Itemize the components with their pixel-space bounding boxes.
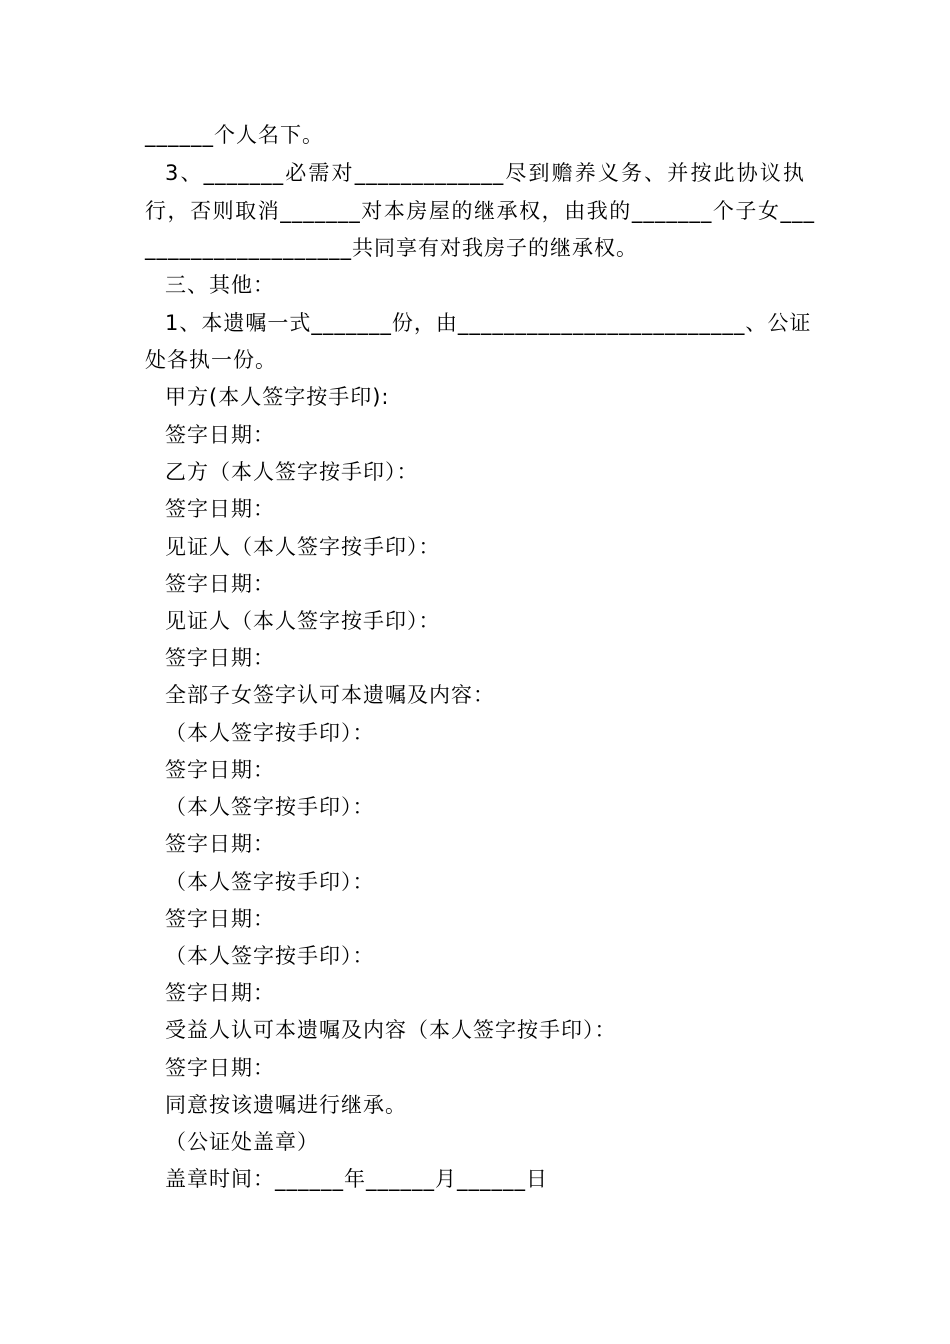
signature-date: 签字日期： xyxy=(165,423,275,447)
text-line: 1、本遗嘱一式_______份，由_________________________、公证 xyxy=(165,311,812,335)
signature-date: 签字日期： xyxy=(165,758,275,782)
text-line: （公证处盖章） xyxy=(165,1130,319,1154)
signature-line: （本人签字按手印）： xyxy=(165,870,375,894)
text-line: __________________共同享有对我房子的继承权。 xyxy=(145,236,638,260)
signature-date: 签字日期： xyxy=(165,981,275,1005)
signature-date: 签字日期： xyxy=(165,1056,275,1080)
signature-line: 见证人（本人签字按手印）： xyxy=(165,609,441,633)
signature-line: 乙方（本人签字按手印）： xyxy=(165,460,419,484)
signature-date: 签字日期： xyxy=(165,572,275,596)
text-line: 处各执一份。 xyxy=(145,348,277,372)
text-line: 全部子女签字认可本遗嘱及内容： xyxy=(165,683,495,707)
signature-date: 签字日期： xyxy=(165,907,275,931)
text-line: ______个人名下。 xyxy=(145,123,324,147)
signature-date: 签字日期： xyxy=(165,832,275,856)
signature-line: 受益人认可本遗嘱及内容（本人签字按手印）： xyxy=(165,1018,617,1042)
signature-date: 签字日期： xyxy=(165,497,275,521)
signature-line: 甲方(本人签字按手印): xyxy=(165,385,390,409)
signature-line: （本人签字按手印）： xyxy=(165,795,375,819)
stamp-date-line: 盖章时间：______年______月______日 xyxy=(165,1167,548,1191)
signature-line: （本人签字按手印）： xyxy=(165,944,375,968)
text-line: 3、_______必需对_____________尽到赡养义务、并按此协议执 xyxy=(165,161,805,185)
text-line: 同意按该遗嘱进行继承。 xyxy=(165,1093,407,1117)
signature-date: 签字日期： xyxy=(165,646,275,670)
text-line: 行，否则取消_______对本房屋的继承权，由我的_______个子女___ xyxy=(145,199,815,223)
signature-line: 见证人（本人签字按手印）： xyxy=(165,535,441,559)
section-heading: 三、其他： xyxy=(165,273,275,297)
signature-line: （本人签字按手印）： xyxy=(165,721,375,745)
